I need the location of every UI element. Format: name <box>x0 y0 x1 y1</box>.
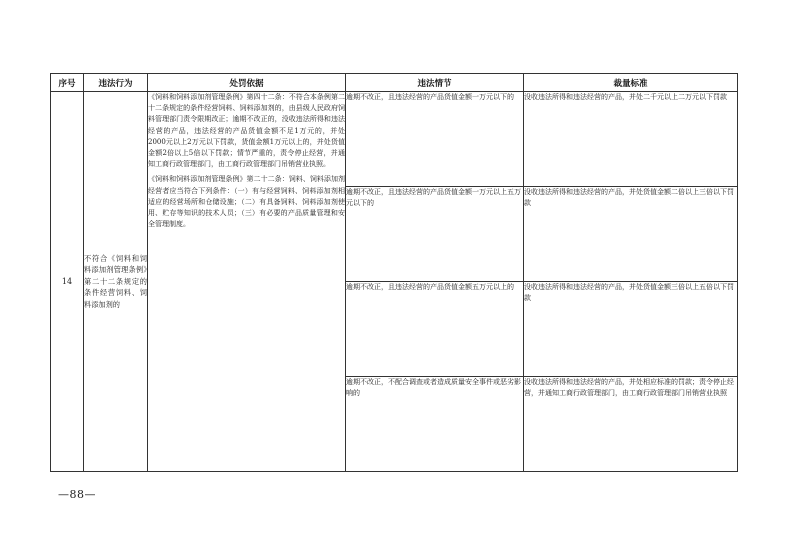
header-circumstance: 违法情节 <box>346 74 524 92</box>
basis-article-22: 《饲料和饲料添加剂管理条例》第二十二条：饲料、饲料添加剂经营者应当符合下列条件：（一）有与经营饲料、饲料添加剂相适应的经营场所和仓储设施；（二）有具备饲料、饲料添加剂使用、贮存等知识的技术人员；（三）有必要的产品质量管理和安全管理制度。 <box>148 175 345 229</box>
page-number: —88— <box>58 488 96 501</box>
standard-tier-4: 没收违法所得和违法经营的产品，并处相应标准的罚款；责令停止经营，并通知工商行政管理部门，由工商行政管理部门吊销营业执照 <box>524 377 738 472</box>
header-row <box>51 74 738 92</box>
header-basis: 处罚依据 <box>148 74 346 92</box>
header-violation: 违法行为 <box>84 74 148 92</box>
header-seq: 序号 <box>51 74 84 92</box>
basis-article-42: 《饲料和饲料添加剂管理条例》第四十二条：不符合本条例第二十二条规定的条件经营饲料、饲料添加剂的，由县级人民政府饲料管理部门责令限期改正；逾期不改正的，没收违法所得和违法经营的产品，违法经营的产品货值金额不足1万元的，并处2000元以上2万元以下罚款，货值金额1万元以上的，并处货值金额2倍以上5倍以下罚款；情节严重的，责令停止经营，并通知工商行政管理部门，由工商行政管理部门吊销营业执照。 <box>148 93 345 169</box>
circumstance-tier-1: 逾期不改正，且违法经营的产品货值金额一万元以下的 <box>346 92 524 187</box>
circumstance-tier-4: 逾期不改正，不配合调查或者造成质量安全事件或恶劣影响的 <box>346 377 524 472</box>
violation-cell: 不符合《饲料和饲料添加剂管理条例》第二十二条规定的条件经营饲料、饲料添加剂的 <box>84 92 148 472</box>
header-standard: 裁量标准 <box>524 74 738 92</box>
table-row <box>51 92 738 187</box>
row-seq: 14 <box>51 92 84 472</box>
basis-cell <box>148 92 346 472</box>
circumstance-tier-3: 逾期不改正，且违法经营的产品货值金额五万元以上的 <box>346 282 524 377</box>
standard-tier-1: 没收违法所得和违法经营的产品，并处二千元以上二万元以下罚款 <box>524 92 738 187</box>
penalty-table <box>50 73 738 472</box>
circumstance-tier-2: 逾期不改正，且违法经营的产品货值金额一万元以上五万元以下的 <box>346 187 524 282</box>
standard-tier-2: 没收违法所得和违法经营的产品，并处货值金额二倍以上三倍以下罚款 <box>524 187 738 282</box>
standard-tier-3: 没收违法所得和违法经营的产品，并处货值金额三倍以上五倍以下罚款 <box>524 282 738 377</box>
